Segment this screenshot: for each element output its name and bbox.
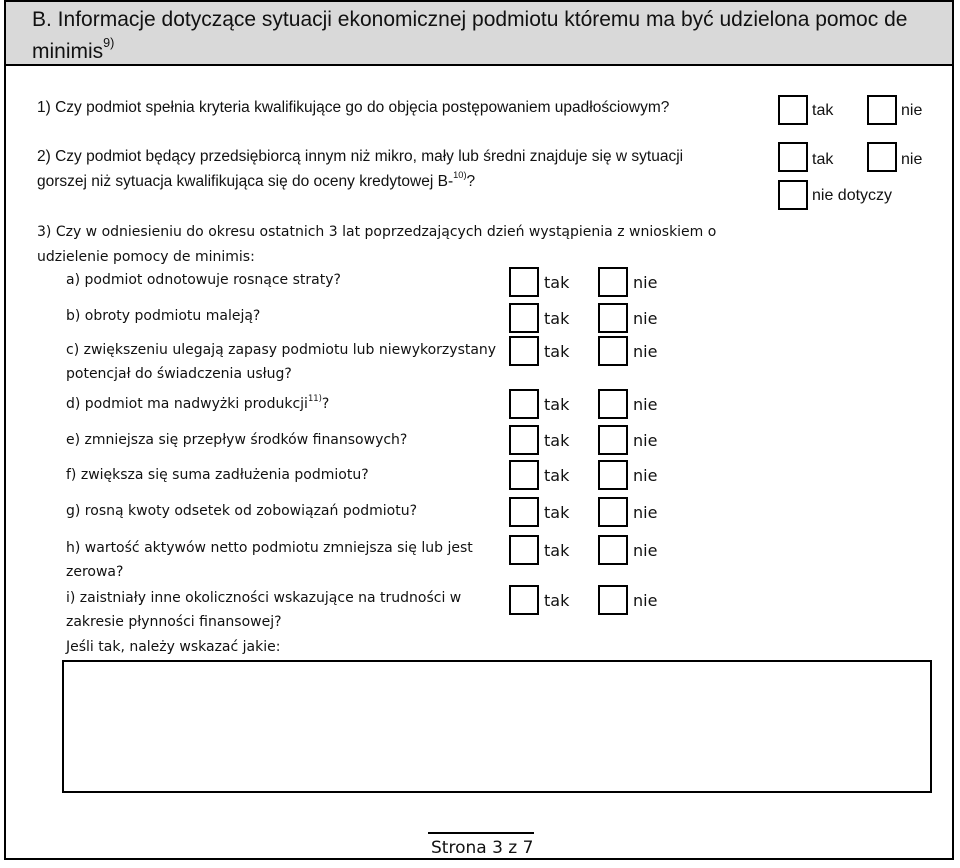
q3d-no-label: nie xyxy=(633,395,658,414)
q3h-no-label: nie xyxy=(633,541,658,560)
question-3h-line1: h) wartość aktywów netto podmiotu zmniejsza się lub jest xyxy=(66,540,473,556)
followup-label: Jeśli tak, należy wskazać jakie: xyxy=(66,639,281,655)
q1-no-checkbox[interactable] xyxy=(867,95,897,125)
q2-yes-checkbox[interactable] xyxy=(778,142,808,172)
q3b-yes-checkbox[interactable] xyxy=(509,303,539,333)
q3d-yes-label: tak xyxy=(544,395,570,414)
q3e-no-label: nie xyxy=(633,431,658,450)
question-3c-line1: c) zwiększeniu ulegają zapasy podmiotu lub niewykorzystany xyxy=(66,342,497,358)
question-2-line2: gorszej niż sytuacja kwalifikująca się do oceny kredytowej B-$^{10)}$? xyxy=(37,169,476,190)
q3i-yes-label: tak xyxy=(544,591,570,610)
question-3i-line1: i) zaistniały inne okoliczności wskazujące na trudności w xyxy=(66,590,462,606)
q3i-no-label: nie xyxy=(633,591,658,610)
q3f-yes-checkbox[interactable] xyxy=(509,460,539,490)
q3f-no-label: nie xyxy=(633,466,658,485)
question-3-line2: udzielenie pomocy de minimis: xyxy=(37,249,255,265)
question-3g-line1: g) rosną kwoty odsetek od zobowiązań podmiotu? xyxy=(66,503,418,519)
q3e-yes-checkbox[interactable] xyxy=(509,425,539,455)
q3c-yes-checkbox[interactable] xyxy=(509,336,539,366)
question-3e-line1: e) zmniejsza się przepływ środków finansowych? xyxy=(66,432,408,448)
q3g-yes-checkbox[interactable] xyxy=(509,497,539,527)
question-3-line1: 3) Czy w odniesieniu do okresu ostatnich 3 lat poprzedzających dzień wystąpienia z wnioskiem o xyxy=(37,224,717,240)
q3a-no-checkbox[interactable] xyxy=(598,267,628,297)
q2-yes-label: tak xyxy=(812,151,834,168)
q1-yes-label: tak xyxy=(812,102,834,119)
q3b-no-label: nie xyxy=(633,309,658,328)
q3h-no-checkbox[interactable] xyxy=(598,535,628,565)
q3a-yes-checkbox[interactable] xyxy=(509,267,539,297)
q3b-no-checkbox[interactable] xyxy=(598,303,628,333)
footer-divider xyxy=(428,832,534,834)
q3e-yes-label: tak xyxy=(544,431,570,450)
question-1: 1) Czy podmiot spełnia kryteria kwalifikujące go do objęcia postępowaniem upadłościowym? xyxy=(37,99,670,116)
q3h-yes-checkbox[interactable] xyxy=(509,535,539,565)
question-3h-line2: zerowa? xyxy=(66,564,124,580)
question-2-line1: 2) Czy podmiot będący przedsiębiorcą innym niż mikro, mały lub średni znajduje się w sytuacji xyxy=(37,148,684,165)
section-title: B. Informacje dotyczące sytuacji ekonomicznej podmiotu któremu ma być udzielona pomoc de minimis$^{9)}$ xyxy=(32,8,908,63)
q3g-no-checkbox[interactable] xyxy=(598,497,628,527)
q3g-no-label: nie xyxy=(633,503,658,522)
q3a-yes-label: tak xyxy=(544,273,570,292)
q2-no-label: nie xyxy=(901,151,923,168)
question-3i-line2: zakresie płynności finansowej? xyxy=(66,614,282,630)
q3b-yes-label: tak xyxy=(544,309,570,328)
question-3b-line1: b) obroty podmiotu maleją? xyxy=(66,308,261,324)
q2-no-checkbox[interactable] xyxy=(867,142,897,172)
q3i-yes-checkbox[interactable] xyxy=(509,585,539,615)
q3d-yes-checkbox[interactable] xyxy=(509,389,539,419)
question-3d-line1: d) podmiot ma nadwyżki produkcji$^{11)}$? xyxy=(66,392,330,412)
q3h-yes-label: tak xyxy=(544,541,570,560)
q1-yes-checkbox[interactable] xyxy=(778,95,808,125)
q2-na-label: nie dotyczy xyxy=(812,187,893,204)
question-3a-line1: a) podmiot odnotowuje rosnące straty? xyxy=(66,272,341,288)
q3c-no-label: nie xyxy=(633,342,658,361)
q3e-no-checkbox[interactable] xyxy=(598,425,628,455)
q3f-yes-label: tak xyxy=(544,466,570,485)
q2-na-checkbox[interactable] xyxy=(778,180,808,210)
q3g-yes-label: tak xyxy=(544,503,570,522)
followup-answer-field[interactable] xyxy=(62,660,932,793)
q3c-yes-label: tak xyxy=(544,342,570,361)
question-3c-line2: potencjał do świadczenia usług? xyxy=(66,366,292,382)
q3a-no-label: nie xyxy=(633,273,658,292)
q3i-no-checkbox[interactable] xyxy=(598,585,628,615)
q3c-no-checkbox[interactable] xyxy=(598,336,628,366)
q3d-no-checkbox[interactable] xyxy=(598,389,628,419)
question-3f-line1: f) zwiększa się suma zadłużenia podmiotu? xyxy=(66,467,369,483)
q3f-no-checkbox[interactable] xyxy=(598,460,628,490)
page-number: Strona 3 z 7 xyxy=(431,838,534,858)
q1-no-label: nie xyxy=(901,102,923,119)
